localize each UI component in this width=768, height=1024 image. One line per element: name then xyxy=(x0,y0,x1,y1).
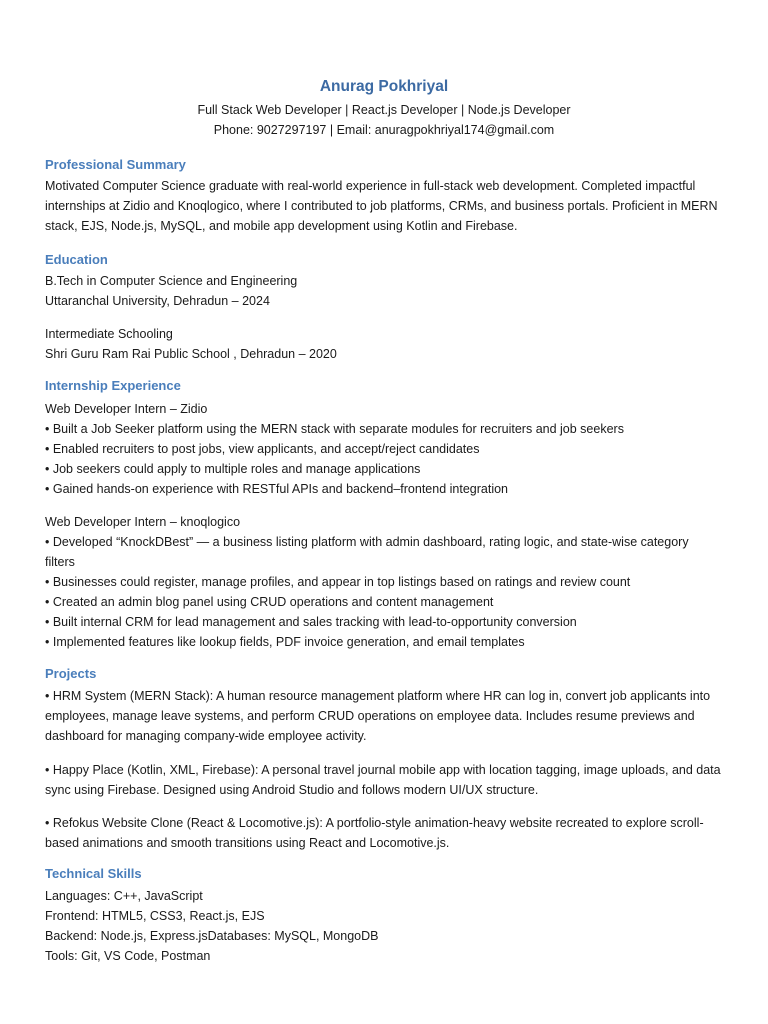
knoqlogico-bullet: • Created an admin blog panel using CRUD operations and content management xyxy=(45,595,494,609)
summary-heading: Professional Summary xyxy=(45,157,186,172)
candidate-name: Anurag Pokhriyal xyxy=(319,78,449,95)
knoqlogico-bullet: • Developed “KnockDBest” — a business listing platform with admin dashboard, rating logic, and state-wise category filters xyxy=(45,535,689,569)
skills-heading: Technical Skills xyxy=(45,866,142,881)
project-item: • HRM System (MERN Stack): A human resource management platform where HR can log in, convert job applicants into employees, manage leave systems, and perform CRUD operations on employee data. Includes resume previews and dashboard for managing company-wide employee activity. xyxy=(45,689,711,743)
education-school: Shri Guru Ram Rai Public School , Dehradun – 2020 xyxy=(45,347,337,361)
skills-languages: Languages: C++, JavaScript xyxy=(45,889,203,903)
zidio-bullet: • Gained hands-on experience with RESTful APIs and backend–frontend integration xyxy=(45,482,509,496)
zidio-title: Web Developer Intern – Zidio xyxy=(45,402,208,416)
knoqlogico-bullet: • Implemented features like lookup fields, PDF invoice generation, and email templates xyxy=(45,635,525,649)
skills-tools: Tools: Git, VS Code, Postman xyxy=(45,949,211,963)
project-item: • Refokus Website Clone (React & Locomotive.js): A portfolio-style animation-heavy website recreated to explore scroll-based animations and smooth transitions using React and Locomotive.js. xyxy=(45,816,704,850)
internship-heading: Internship Experience xyxy=(45,378,181,393)
skills-backend: Backend: Node.js, Express.jsDatabases: MySQL, MongoDB xyxy=(45,929,379,943)
zidio-bullet: • Enabled recruiters to post jobs, view applicants, and accept/reject candidates xyxy=(45,442,480,456)
education-degree: B.Tech in Computer Science and Engineering xyxy=(45,274,298,288)
zidio-bullet: • Job seekers could apply to multiple roles and manage applications xyxy=(45,462,421,476)
zidio-bullet: • Built a Job Seeker platform using the MERN stack with separate modules for recruiters and job seekers xyxy=(45,422,624,436)
education-university: Uttaranchal University, Dehradun – 2024 xyxy=(45,294,270,308)
skills-frontend: Frontend: HTML5, CSS3, React.js, EJS xyxy=(45,909,265,923)
contact-line: Phone: 9027297197 | Email: anuragpokhriyal174@gmail.com xyxy=(213,123,555,137)
summary-text: Motivated Computer Science graduate with real-world experience in full-stack web development. Completed impactful internships at Zidio and Knoqlogico, where I contributed to job platforms, CRMs, and business portals. Proficient in MERN stack, EJS, Node.js, MySQL, and mobile app development using Kotlin and Firebase. xyxy=(45,179,718,233)
education-schooling: Intermediate Schooling xyxy=(45,327,173,341)
knoqlogico-bullet: • Businesses could register, manage profiles, and appear in top listings based on ratings and review count xyxy=(45,575,631,589)
knoqlogico-title: Web Developer Intern – knoqlogico xyxy=(45,515,241,529)
roles-line: Full Stack Web Developer | React.js Developer | Node.js Developer xyxy=(197,103,571,117)
education-heading: Education xyxy=(45,252,108,267)
knoqlogico-bullet: • Built internal CRM for lead management and sales tracking with lead-to-opportunity conversion xyxy=(45,615,577,629)
projects-heading: Projects xyxy=(45,666,97,681)
project-item: • Happy Place (Kotlin, XML, Firebase): A personal travel journal mobile app with location tagging, image uploads, and data sync using Firebase. Designed using Android Studio and follows modern UI/UX structure. xyxy=(45,763,721,797)
